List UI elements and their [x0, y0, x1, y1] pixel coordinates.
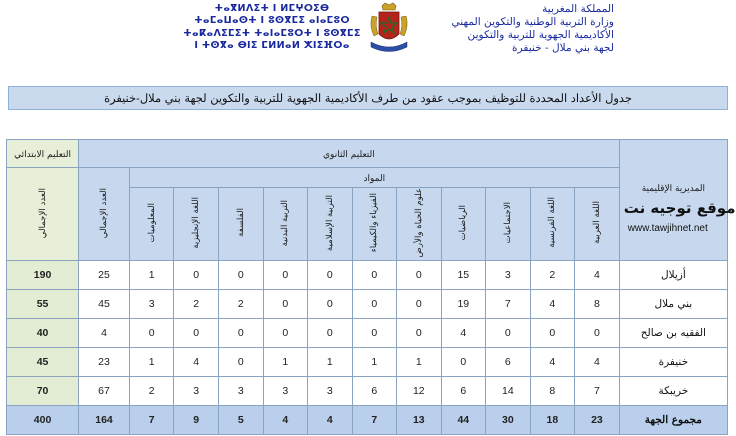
tifinagh-line: ⵜⴰⴳⵍⴷⵉⵜ ⵏ ⵍⵎⵖⵔⵉⴱ: [214, 3, 330, 14]
subject-value-cell: 0: [486, 319, 531, 348]
subject-value-cell: 1: [397, 348, 442, 377]
primary-level-label: التعليم الابتدائي: [14, 149, 71, 160]
subject-value-cell: 2: [129, 377, 174, 406]
table-row: [7, 261, 728, 290]
subject-value-cell: 19: [441, 290, 486, 319]
primary-total-cell: 45: [7, 348, 79, 377]
subject-value-cell: 3: [129, 290, 174, 319]
arabic-line: لجهة بني ملال - خنيفرة: [511, 42, 614, 54]
subject-header: [486, 188, 531, 261]
subject-value-cell: 4: [441, 319, 486, 348]
subject-value-cell: 2: [174, 290, 219, 319]
subject-value-cell: 0: [397, 319, 442, 348]
subject-label: اللغة الفرنسية: [547, 197, 558, 249]
secondary-total-cell: 45: [79, 290, 130, 319]
subject-header: [129, 188, 174, 261]
document-title-bar: [8, 86, 728, 110]
subject-value-cell: 0: [174, 261, 219, 290]
subject-header: [218, 188, 263, 261]
subject-header: [174, 188, 219, 261]
subject-label: الرياضيات: [458, 205, 469, 241]
primary-total-cell: 190: [7, 261, 79, 290]
secondary-total-cell: 4: [79, 319, 130, 348]
subject-label: المعلوميات: [146, 203, 157, 243]
subject-value-cell: 8: [530, 377, 575, 406]
secondary-total-cell: 23: [79, 348, 130, 377]
subject-header: [308, 188, 353, 261]
primary-total-header: [7, 168, 79, 261]
primary-total-cell: 70: [7, 377, 79, 406]
primary-total-cell: 400: [7, 406, 79, 435]
table-row: [7, 290, 728, 319]
subject-label: التربية البدنية: [280, 199, 291, 246]
secondary-total-cell: 67: [79, 377, 130, 406]
secondary-level-header: [79, 140, 620, 168]
recruitment-table: [6, 139, 736, 435]
tifinagh-line: ⵜⴰⵎⴰⵡⴰⵙⵜ ⵏ ⵓⵙⴳⵎⵉ ⴰⵏⴰⵎⵓⵔ: [194, 15, 350, 27]
document-title: جدول الأعداد المحددة للتوظيف بموجب عقود من طرف الأكاديمية الجهوية للتربية والتكوين لجهة بني ملال-خنيفرة: [104, 91, 632, 105]
arabic-line: الأكاديمية الجهوية للتربية والتكوين: [467, 29, 614, 41]
directorate-name: أزيلال: [619, 261, 727, 290]
subject-value-cell: 0: [263, 261, 308, 290]
directorate-name: بني ملال: [619, 290, 727, 319]
subject-value-cell: 3: [263, 377, 308, 406]
watermark-site-name: موقع توجيه نت: [623, 199, 736, 217]
subject-value-cell: 1: [129, 348, 174, 377]
subject-value-cell: 0: [174, 319, 219, 348]
table-row: [7, 319, 728, 348]
secondary-level-label: التعليم الثانوي: [323, 149, 375, 160]
subjects-label: المواد: [363, 173, 386, 184]
subject-header: [441, 188, 486, 261]
subject-value-cell: 23: [575, 406, 620, 435]
subject-value-cell: 0: [129, 319, 174, 348]
subject-label: علوم الحياة والأرض: [413, 188, 424, 258]
subject-value-cell: 0: [575, 319, 620, 348]
subject-value-cell: 12: [397, 377, 442, 406]
subject-value-cell: 0: [218, 348, 263, 377]
subject-value-cell: 0: [308, 290, 353, 319]
subject-value-cell: 6: [441, 377, 486, 406]
subject-label: التربية الإسلامية: [324, 194, 335, 251]
subjects-header: [129, 168, 619, 188]
subject-label: الفيزياء والكيمياء: [369, 193, 380, 253]
tifinagh-letterhead: [178, 3, 366, 53]
subject-value-cell: 5: [218, 406, 263, 435]
subject-header: [530, 188, 575, 261]
primary-total-cell: 55: [7, 290, 79, 319]
table-total-row: [7, 406, 728, 435]
region-total-label: مجموع الجهة: [619, 406, 727, 435]
subject-value-cell: 0: [308, 261, 353, 290]
subject-value-cell: 7: [352, 406, 397, 435]
subject-value-cell: 0: [263, 319, 308, 348]
subject-value-cell: 0: [218, 319, 263, 348]
secondary-total-label: العدد الإجمالي: [99, 187, 110, 238]
subject-label: الفلسفة: [235, 208, 246, 238]
table-body: [7, 261, 728, 435]
table-row: [7, 377, 728, 406]
arabic-letterhead: [424, 3, 614, 55]
subject-value-cell: 44: [441, 406, 486, 435]
directorate-name: خنيفرة: [619, 348, 727, 377]
secondary-total-cell: 25: [79, 261, 130, 290]
subject-value-cell: 1: [308, 348, 353, 377]
subject-value-cell: 6: [486, 348, 531, 377]
directorate-name: خريبكة: [619, 377, 727, 406]
subject-value-cell: 3: [308, 377, 353, 406]
subject-label: اللغة العربية: [591, 201, 602, 245]
subject-value-cell: 1: [263, 348, 308, 377]
subject-value-cell: 0: [397, 290, 442, 319]
subject-value-cell: 14: [486, 377, 531, 406]
subject-value-cell: 0: [218, 261, 263, 290]
subject-value-cell: 3: [486, 261, 531, 290]
watermark-url: www.tawjihnet.net: [627, 223, 708, 234]
subject-value-cell: 0: [308, 319, 353, 348]
subject-header: [352, 188, 397, 261]
letterhead: [0, 0, 736, 84]
secondary-total-header: [79, 168, 130, 261]
subject-label: الاجتماعيات: [502, 202, 513, 244]
kingdom-emblem-icon: [366, 2, 412, 54]
subject-value-cell: 30: [486, 406, 531, 435]
subject-value-cell: 18: [530, 406, 575, 435]
subject-value-cell: 2: [218, 290, 263, 319]
arabic-line: وزارة التربية الوطنية والتكوين المهني: [451, 16, 614, 28]
subject-value-cell: 0: [397, 261, 442, 290]
subject-value-cell: 4: [308, 406, 353, 435]
subject-value-cell: 2: [530, 261, 575, 290]
subject-label: اللغة الإنجليزية: [191, 196, 202, 249]
subject-value-cell: 0: [530, 319, 575, 348]
primary-total-cell: 40: [7, 319, 79, 348]
subject-value-cell: 0: [352, 261, 397, 290]
subject-value-cell: 3: [174, 377, 219, 406]
subject-header: [575, 188, 620, 261]
primary-level-header: [7, 140, 79, 168]
tifinagh-line: ⵜⴰⴽⴰⴷⵉⵎⵉⵜ ⵜⴰⵏⴰⵎⵓⵔⵜ ⵏ ⵓⵙⴳⵎⵉ: [183, 27, 361, 39]
subject-value-cell: 4: [575, 261, 620, 290]
subject-value-cell: 15: [441, 261, 486, 290]
tifinagh-line: ⵏ ⵜⵙⴳⴰ ⴱⵏⵉ ⵎⵍⵍⴰⵍ ⵅⵏⵉⴼⵔⴰ: [194, 40, 350, 52]
subject-value-cell: 1: [129, 261, 174, 290]
subject-value-cell: 6: [352, 377, 397, 406]
subject-value-cell: 4: [575, 348, 620, 377]
subject-value-cell: 3: [218, 377, 263, 406]
arabic-line: المملكة المغربية: [542, 3, 614, 15]
subject-value-cell: 0: [352, 290, 397, 319]
subject-value-cell: 1: [352, 348, 397, 377]
subject-value-cell: 4: [530, 290, 575, 319]
subject-value-cell: 9: [174, 406, 219, 435]
directorate-label: المديرية الإقليمية: [641, 184, 705, 194]
subject-header: [263, 188, 308, 261]
subject-value-cell: 0: [263, 290, 308, 319]
subject-value-cell: 4: [174, 348, 219, 377]
secondary-total-cell: 164: [79, 406, 130, 435]
subject-value-cell: 7: [129, 406, 174, 435]
subject-value-cell: 13: [397, 406, 442, 435]
subject-value-cell: 7: [486, 290, 531, 319]
subject-value-cell: 7: [575, 377, 620, 406]
subject-header: [397, 188, 442, 261]
directorate-header: [619, 140, 736, 261]
subject-value-cell: 4: [530, 348, 575, 377]
subject-value-cell: 0: [441, 348, 486, 377]
directorate-name: الفقيه بن صالح: [619, 319, 727, 348]
subject-value-cell: 4: [263, 406, 308, 435]
table-row: [7, 348, 728, 377]
subject-value-cell: 8: [575, 290, 620, 319]
primary-total-label: العدد الإجمالي: [37, 187, 48, 238]
subject-value-cell: 0: [352, 319, 397, 348]
